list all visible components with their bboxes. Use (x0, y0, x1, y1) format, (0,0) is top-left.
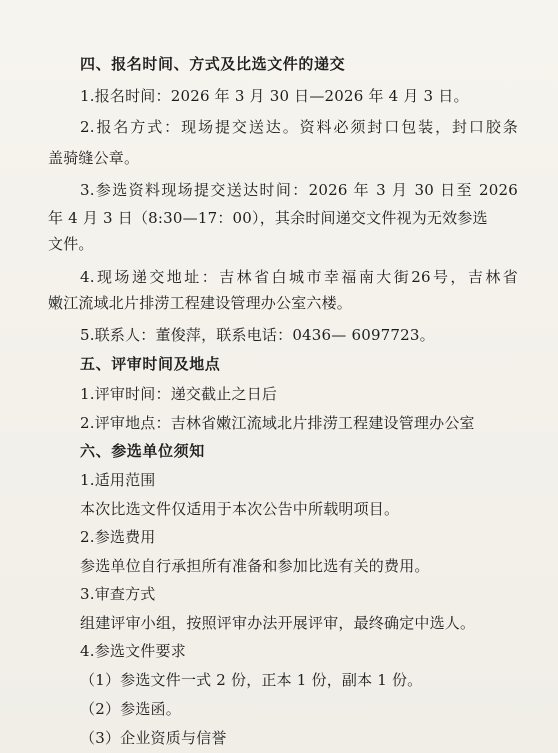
submission-address-line2: 嫩江流域北片排涝工程建设管理办公室六楼。 (48, 294, 353, 312)
section-6-heading: 六、参选单位须知 (80, 442, 205, 460)
submission-address-line1: 4.现场递交地址：吉林省白城市幸福南大街26号，吉林省 (80, 268, 518, 286)
document-requirements-heading: 4.参选文件要求 (80, 642, 186, 660)
requirement-2: （2）参选函。 (80, 700, 181, 718)
submission-time-line3: 文件。 (48, 235, 94, 253)
requirement-1: （1）参选文件一式 2 份，正本 1 份，副本 1 份。 (80, 671, 423, 689)
submission-time-line1: 3.参选资料现场提交送达时间：2026 年 3 月 30 日至 2026 (80, 181, 518, 199)
fees-heading: 2.参选费用 (80, 528, 156, 546)
registration-method-line1: 2.报名方式：现场提交送达。资料必须封口包装，封口胶条 (80, 118, 518, 136)
registration-method-line2: 盖骑缝公章。 (48, 149, 140, 167)
review-method-text: 组建评审小组，按照评审办法开展评审，最终确定中选人。 (80, 614, 476, 632)
section-5-heading: 五、评审时间及地点 (80, 355, 221, 373)
submission-time-line2: 年 4 月 3 日（8:30—17：00），其余时间递交文件视为无效参选 (48, 209, 488, 227)
review-method-heading: 3.审查方式 (80, 585, 156, 603)
scope-heading: 1.适用范围 (80, 471, 156, 489)
review-location: 2.评审地点：吉林省嫩江流域北片排涝工程建设管理办公室 (80, 414, 475, 432)
requirement-3: （3）企业资质与信誉 (80, 729, 227, 747)
review-time: 1.评审时间：递交截止之日后 (80, 385, 278, 403)
scope-text: 本次比选文件仅适用于本次公告中所载明项目。 (80, 500, 400, 518)
fees-text: 参选单位自行承担所有准备和参加比选有关的费用。 (80, 557, 430, 575)
registration-time: 1.报名时间：2026 年 3 月 30 日—2026 年 4 月 3 日。 (80, 87, 469, 105)
section-4-heading: 四、报名时间、方式及比选文件的递交 (80, 55, 346, 73)
contact-info: 5.联系人：董俊萍，联系电话：0436— 6097723。 (80, 326, 435, 344)
